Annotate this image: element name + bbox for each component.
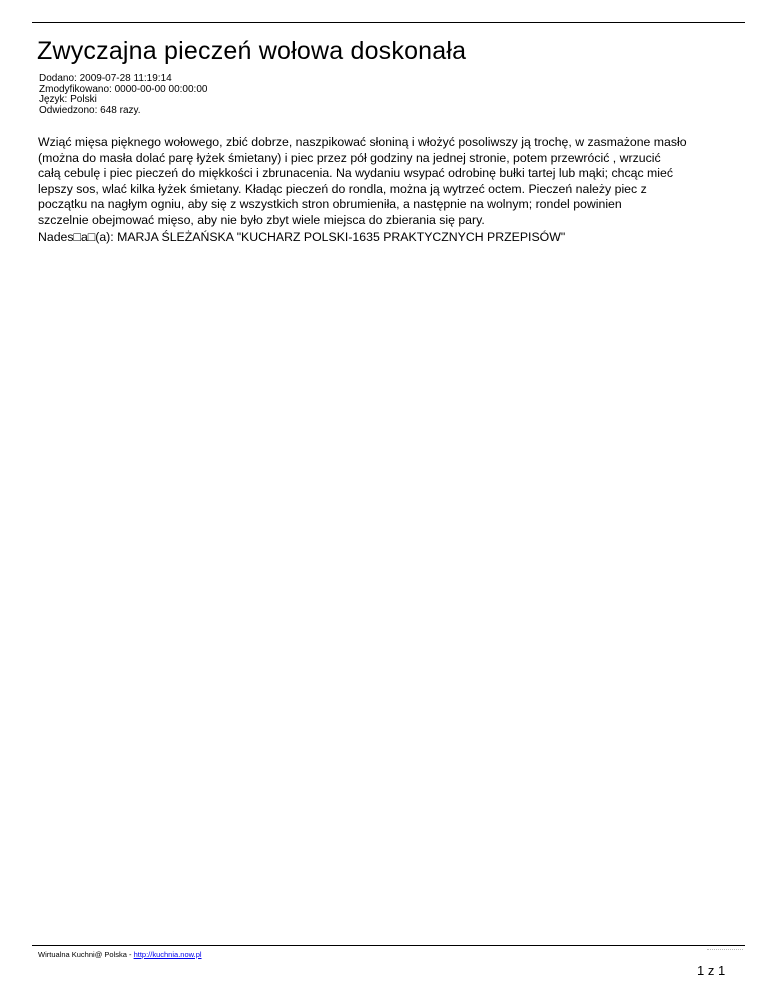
- recipe-line: Wziąć mięsa pięknego wołowego, zbić dobrze, naszpikować słoniną i włożyć posoliwszy ją trochę, w zasmażone masło: [38, 135, 687, 149]
- date-modified: Zmodyfikowano: 0000-00-00 00:00:00: [39, 83, 208, 95]
- page-number: 1 z 1: [697, 963, 726, 978]
- recipe-line: (można do masła dolać parę łyżek śmietany) i piec przez pół godziny na jednej stronie, potem przewrócić , wrzucić: [38, 150, 661, 165]
- date-added: Dodano: 2009-07-28 11:19:14: [39, 73, 172, 84]
- footer-separator: [707, 949, 743, 950]
- recipe-metadata: [39, 74, 207, 116]
- site-name: Wirtualna Kuchni@ Polska -: [38, 950, 134, 959]
- recipe-line: początku na nagłym ogniu, aby się z wszystkich stron obrumieniła, a następnie na wolnym; rondel powinien: [38, 197, 622, 211]
- recipe-line: lepszy sos, wlać kilka łyżek śmietany. Kładąc pieczeń do rondla, można ją wytrzeć octem. Pieczeń należy piec z: [38, 181, 647, 196]
- bottom-rule: [32, 945, 745, 946]
- visit-count: Odwiedzono: 648 razy.: [39, 104, 141, 116]
- top-rule: [32, 22, 745, 23]
- recipe-body: [38, 135, 750, 228]
- site-link[interactable]: http://kuchnia.now.pl: [133, 950, 202, 959]
- recipe-line: szczelnie obejmować mięso, aby nie było zbyt wiele miejsca do zbierania się pary.: [38, 212, 485, 227]
- language: Język: Polski: [39, 94, 97, 105]
- footer-site: [38, 950, 202, 959]
- page-title: Zwyczajna pieczeń wołowa doskonała: [37, 37, 467, 65]
- recipe-line: całą cebulę i piec pieczeń do miękkości i zbrunacenia. Na wydaniu wsypać odrobinę bułki tartej lub mąki; chcąc mieć: [38, 166, 673, 180]
- recipe-source: Nades□a□(a): MARJA ŚLEŻAŃSKA "KUCHARZ POLSKI-1635 PRAKTYCZNYCH PRZEPISÓW": [38, 230, 566, 244]
